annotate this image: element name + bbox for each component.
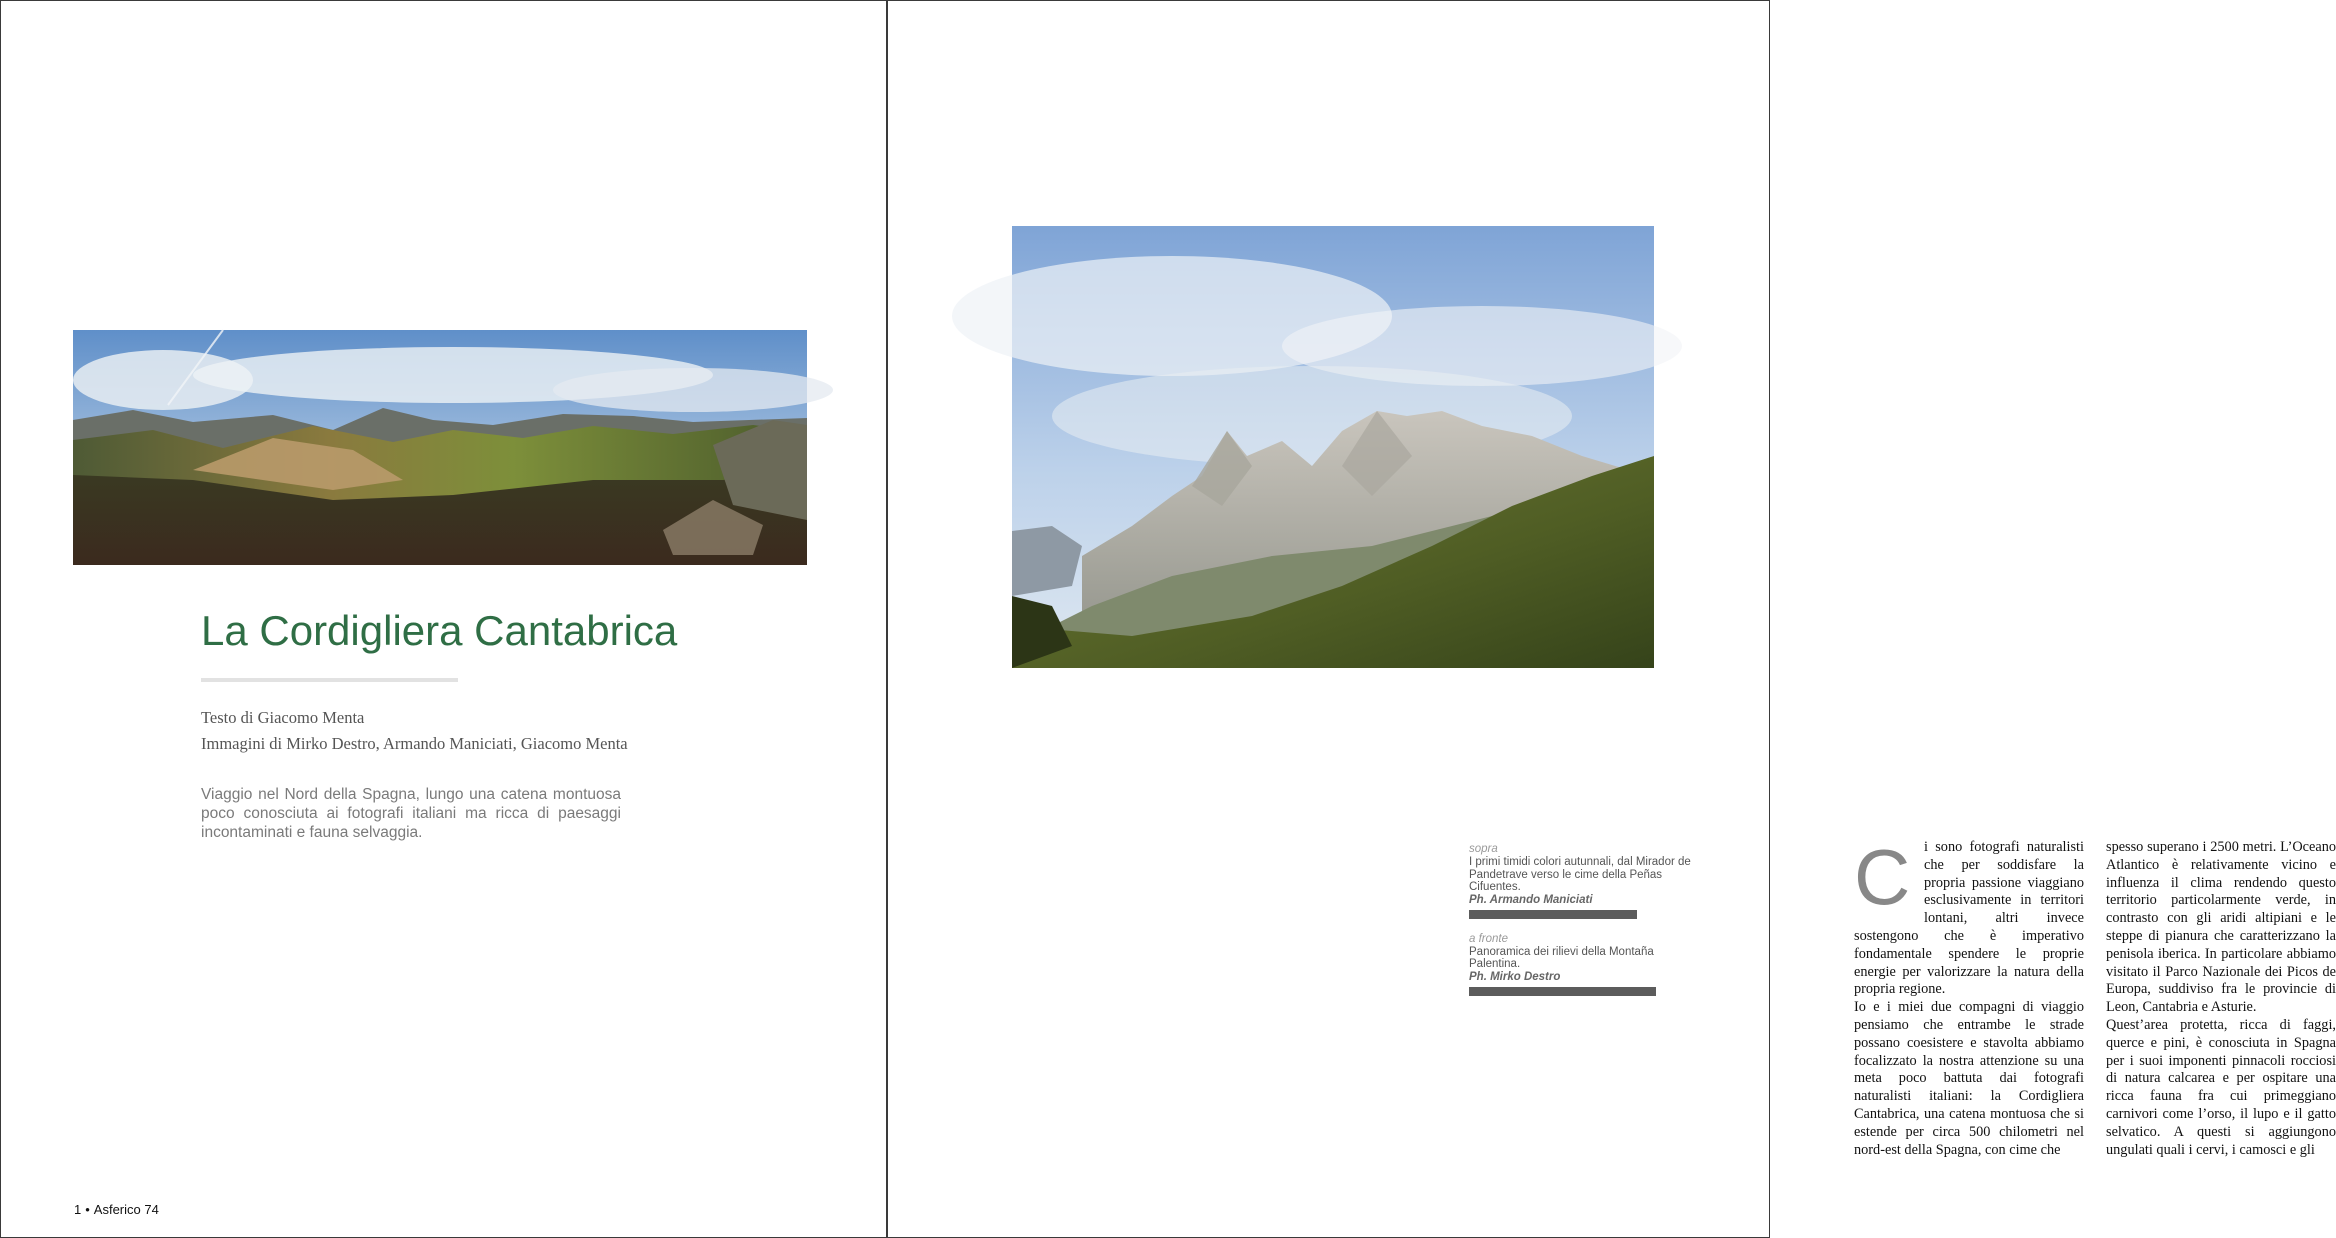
caption-bar [1469,910,1637,919]
caption-text: Panoramica dei rilievi della Montaña Palentina. [1469,945,1654,970]
folio-separator: • [85,1202,90,1217]
caption-bar [1469,987,1656,996]
caption-above [1469,843,1691,919]
magazine-name: Asferico 74 [93,1202,159,1217]
drop-cap [1854,833,1918,921]
panorama-image [73,330,807,565]
caption-label: sopra [1469,843,1498,855]
page-folio [74,1202,159,1217]
image-credit: Immagini di Mirko Destro, Armando Maniciati, Giacomo Menta [201,734,628,753]
caption-text: I primi timidi colori autunnali, dal Mirador de Pandetrave verso le cime della Peñas Cifuentes. [1469,856,1691,893]
caption-opposite [1469,933,1691,996]
right-page [887,0,2336,1238]
photo-captions [1469,843,1691,1010]
left-page [0,0,887,1238]
article-column-1 [1854,833,2084,1159]
article-paragraph: Quest’area protetta, ricca di faggi, querce e pini, è conosciuta in Spagna per i suoi imponenti pinnacoli rocciosi di natura calcarea e per ospitare una ricca fauna fra cui primeggiano carnivori come l’orso, il lupo e il gatto selvatico. A questi si aggiungono ungulati quali i cervi, i camosci e gli [2106,1016,2336,1158]
article-paragraph: Io e i miei due compagni di viaggio pensiamo che entrambe le strade possano coesistere e stavolta abbiamo focalizzato la nostra attenzione su una meta poco battuta dai fotografi naturalisti italiani: la Cordigliera Cantabrica, una catena montuosa che si estende per circa 500 chilometri nel nord-est della Spagna, con cime che [1854,999,2084,1158]
caption-photographer: Ph. Mirko Destro [1469,970,1561,983]
caption-photographer: Ph. Armando Maniciati [1469,893,1593,906]
title-divider [201,678,458,682]
article-abstract: Viaggio nel Nord della Spagna, lungo una catena montuosa poco conosciuta ai fotografi italiani ma ricca di paesaggi incontaminati e fauna selvaggia. [201,786,621,841]
drop-cap-letter: C [1854,833,1911,921]
caption-label: a fronte [1469,932,1508,945]
mountain-photo [1012,226,1654,668]
article-paragraph: i sono fotografi naturalisti che per soddisfare la propria passione viaggiano esclusivamente in territori lontani, altri invece sostengono che è imperativo fondamentale spendere le proprie energie per valorizzare la natura della propria regione. [1854,839,2084,998]
text-credit: Testo di Giacomo Menta [201,708,365,727]
panorama-photo [73,330,807,565]
page-number: 1 [74,1202,82,1217]
article-paragraph: spesso superano i 2500 metri. L’Oceano Atlantico è relativamente vicino e influenza il clima rendendo questo territorio particolarmente verde, in contrasto con gli aridi altipiani e le steppe di pianura che caratterizzano la penisola iberica. In particolare abbiamo visitato il Parco Nazionale dei Picos de Europa, suddiviso fra le provincie di Leon, Cantabria e Asturie. [2106,839,2336,1016]
mountain-image [1012,226,1654,668]
article-title: La Cordigliera Cantabrica [201,607,678,654]
article-column-2 [2106,839,2336,1159]
